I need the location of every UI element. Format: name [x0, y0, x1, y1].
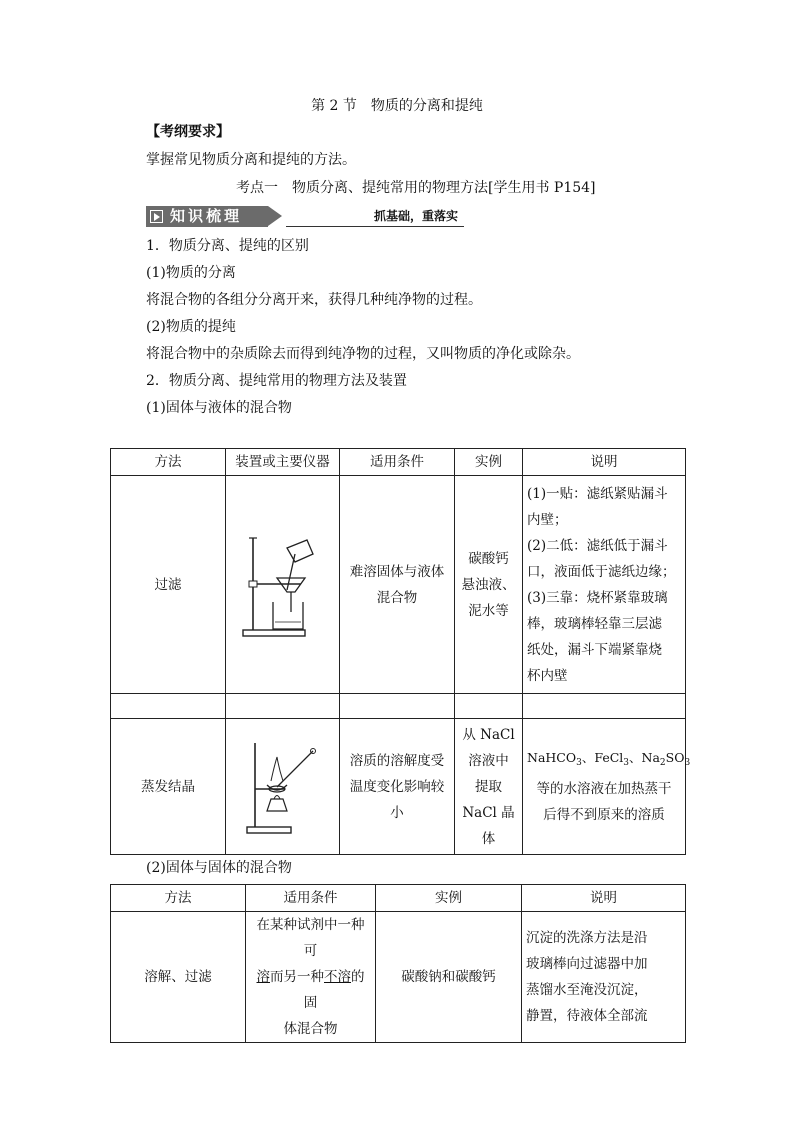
chem-formula-line: NaHCO$_3$、FeCl$_3$、$Na_2SO_3$: [527, 750, 691, 768]
method-cell: 溶解、过滤: [111, 912, 246, 1043]
condition-cell: 溶质的溶解度受 温度变化影响较 小: [340, 719, 455, 855]
table-header-row: [111, 449, 686, 476]
header-cell: 方法: [111, 449, 226, 476]
table-row: [111, 719, 686, 855]
table-header-row: [111, 885, 686, 912]
header-cell: 说明: [522, 885, 686, 912]
solid-liquid-methods-table: [110, 448, 691, 855]
method-cell: 过滤: [111, 476, 226, 694]
section-1-heading: 1．物质分离、提纯的区别: [146, 238, 309, 254]
table-row: [111, 476, 686, 694]
section-1b-text: 将混合物中的杂质除去而得到纯净物的过程，又叫物质的净化或除杂。: [146, 346, 580, 362]
header-cell: 适用条件: [246, 885, 376, 912]
section-1a-text: 将混合物的各组分分离开来，获得几种纯净物的过程。: [146, 292, 482, 308]
section-1a-heading: (1)物质的分离: [146, 265, 236, 281]
section-2-heading: 2．物质分离、提纯常用的物理方法及装置: [146, 373, 407, 389]
apparatus-cell: [226, 476, 340, 694]
example-cell: 碳酸钙 悬浊液、 泥水等: [455, 476, 523, 694]
header-cell: 说明: [523, 449, 686, 476]
syllabus-label: 【考纲要求】: [146, 124, 230, 140]
header-cell: 装置或主要仪器: [226, 449, 340, 476]
banner-subtitle: 抓基础，重落实: [373, 209, 458, 223]
solid-solid-methods-table: [110, 884, 686, 1043]
syllabus-text: 掌握常见物质分离和提纯的方法。: [146, 152, 356, 168]
condition-cell: 难溶固体与液体 混合物: [340, 476, 455, 694]
header-cell: 方法: [111, 885, 246, 912]
header-cell: 适用条件: [340, 449, 455, 476]
topic-heading: 考点一 物质分离、提纯常用的物理方法[学生用书 P154]: [236, 180, 596, 196]
filtration-apparatus-icon: [241, 530, 325, 640]
header-cell: 实例: [455, 449, 523, 476]
knowledge-banner: [146, 206, 464, 227]
play-icon: [150, 210, 163, 223]
condition-cell: 在某种试剂中一种可 溶而另一种不溶的固 体混合物: [246, 912, 376, 1043]
table-row: [111, 694, 686, 719]
example-cell: 从 NaCl 溶液中 提取 NaCl 晶 体: [455, 719, 523, 855]
section-2a-heading: (1)固体与液体的混合物: [146, 400, 292, 416]
page-title: 第 2 节 物质的分离和提纯: [311, 98, 483, 114]
method-cell: 蒸发结晶: [111, 719, 226, 855]
note-cell: 沉淀的洗涤方法是沿 玻璃棒向过滤器中加 蒸馏水至淹没沉淀， 静置，待液体全部流: [522, 912, 686, 1043]
table-row: [111, 912, 686, 1043]
section-1b-heading: (2)物质的提纯: [146, 319, 236, 335]
evaporation-apparatus-icon: [241, 737, 325, 837]
header-cell: 实例: [376, 885, 522, 912]
note-cell: (1)一贴：滤纸紧贴漏斗 内壁； (2)二低：滤纸低于漏斗 口，液面低于滤纸边缘； (3)三靠：烧杯紧靠玻璃 棒，玻璃棒轻靠三层滤 纸处，漏斗下端紧靠烧 杯内壁: [523, 476, 686, 694]
example-cell: 碳酸钠和碳酸钙: [376, 912, 522, 1043]
apparatus-cell: [226, 719, 340, 855]
section-2b-heading: (2)固体与固体的混合物: [146, 860, 292, 876]
note-cell: NaHCO$_3$、FeCl$_3$、$Na_2SO_3$ 等的水溶液在加热蒸干 后得不到原来的溶质: [523, 719, 686, 855]
banner-label: 知识梳理: [170, 207, 243, 225]
